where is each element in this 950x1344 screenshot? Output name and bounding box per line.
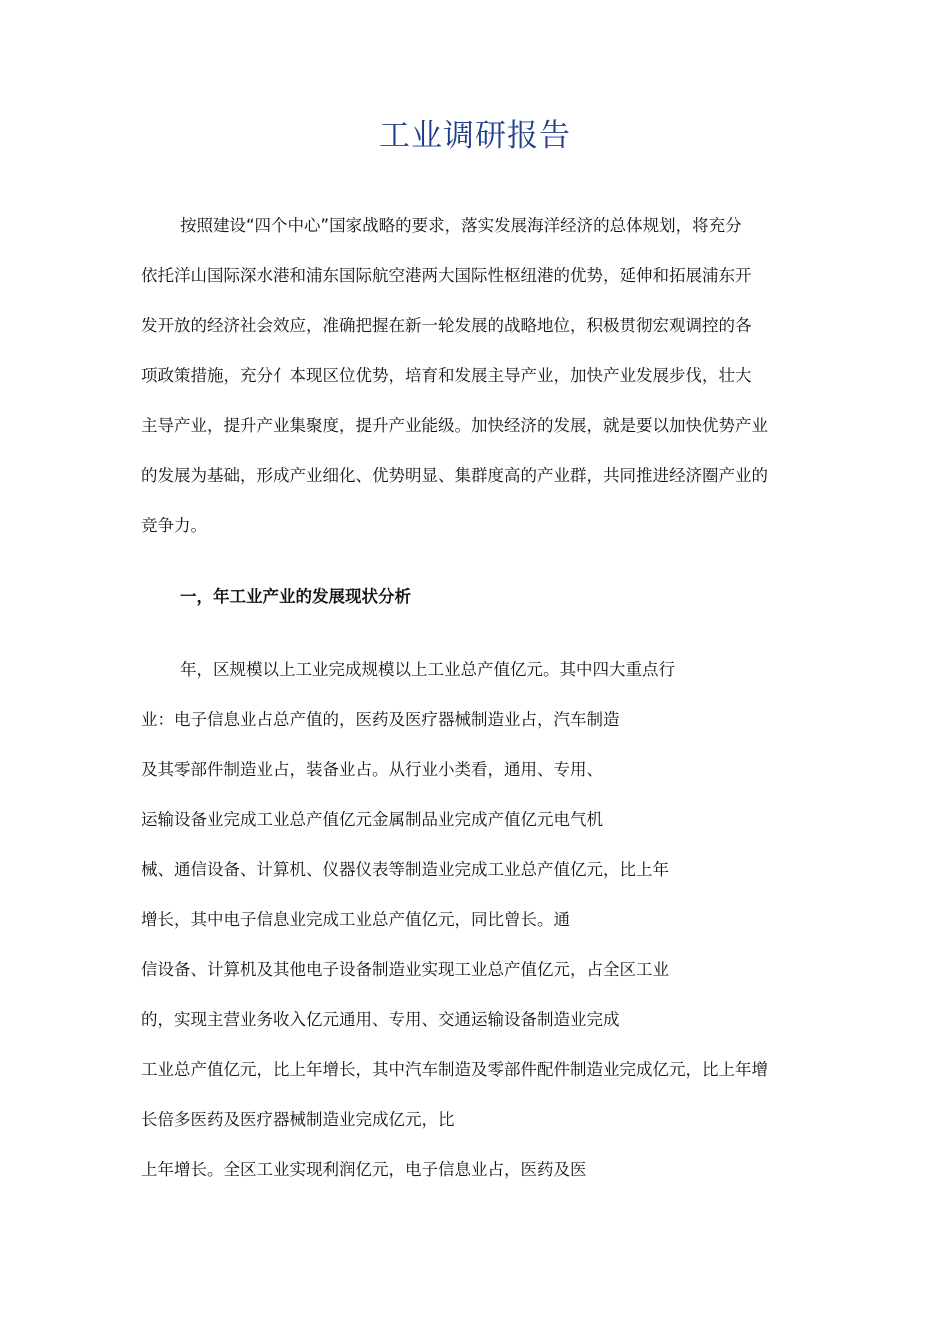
intro-line: 竞争力。 [141,516,207,535]
section-line: 及其零部件制造业占，装备业占。从行业小类看，通用、专用、 [141,760,603,779]
section-line: 上年增长。全区工业实现利润亿元，电子信息业占，医药及医 [141,1160,587,1179]
document-title: 工业调研报告 [379,118,571,154]
section-line: 增长，其中电子信息业完成工业总产值亿元，同比曾长。通 [141,910,570,929]
section-line: 械、通信设备、计算机、仪器仪表等制造业完成工业总产值亿元，比上年 [141,860,669,879]
intro-line: 按照建设“四个中心”国家战略的要求，落实发展海洋经济的总体规划，将充分 [180,216,742,235]
intro-line: 的发展为基础，形成产业细化、优势明显、集群度高的产业群，共同推进经济圈产业的 [141,466,768,485]
section-line: 年，区规模以上工业完成规模以上工业总产值亿元。其中四大重点行 [180,660,675,679]
section-line: 工业总产值亿元，比上年增长，其中汽车制造及零部件配件制造业完成亿元，比上年增 [141,1060,768,1079]
section-line: 信设备、计算机及其他电子设备制造业实现工业总产值亿元，占全区工业 [141,960,669,979]
section-heading: 一，年工业产业的发展现状分析 [180,587,411,606]
intro-line: 依托洋山国际深水港和浦东国际航空港两大国际性枢纽港的优势，延伸和拓展浦东开 [141,266,752,285]
section-line: 运输设备业完成工业总产值亿元金属制品业完成产值亿元电气机 [141,810,603,829]
intro-line: 项政策措施，充分亻本现区位优势，培育和发展主导产业，加快产业发展步伐，壮大 [141,366,752,385]
section-line: 长倍多医药及医疗器械制造业完成亿元，比 [141,1110,455,1129]
intro-line: 主导产业，提升产业集聚度，提升产业能级。加快经济的发展，就是要以加快优势产业 [141,416,768,435]
section-line: 的，实现主营业务收入亿元通用、专用、交通运输设备制造业完成 [141,1010,620,1029]
section-line: 业：电子信息业占总产值的，医药及医疗器械制造业占，汽车制造 [141,710,620,729]
intro-line: 发开放的经济社会效应，准确把握在新一轮发展的战略地位，积极贯彻宏观调控的各 [141,316,752,335]
